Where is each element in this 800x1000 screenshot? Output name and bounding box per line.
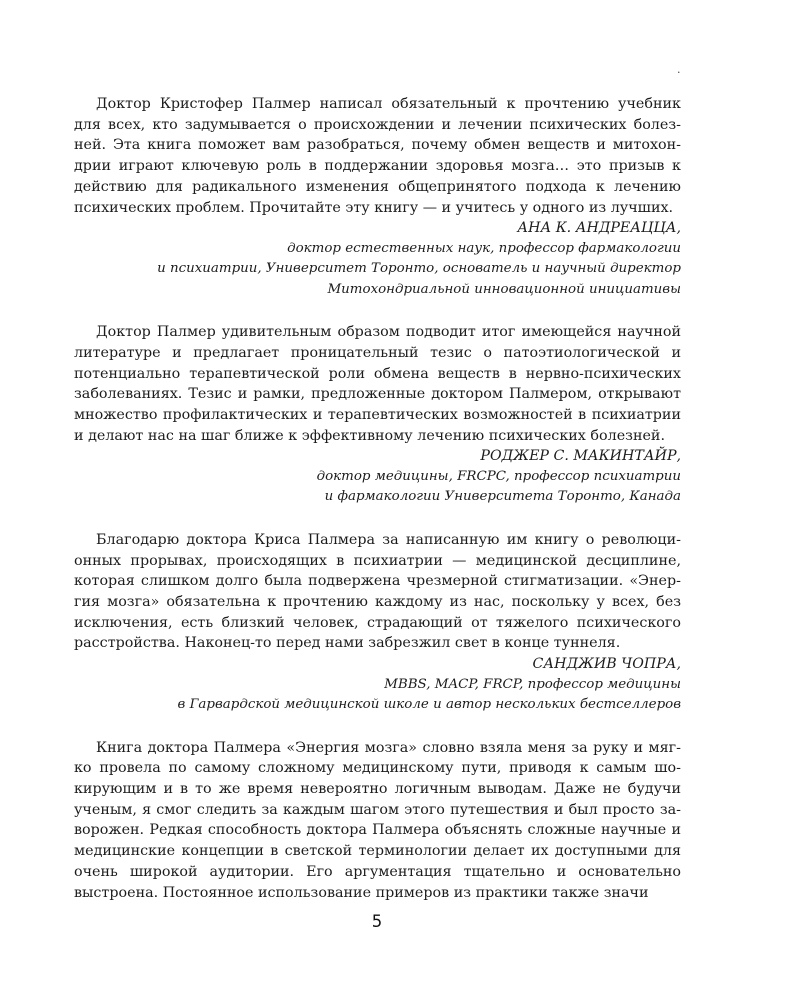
testimonial-quote: Книга доктора Палмера «Энергия мозга» словно взяла меня за руку и мягко провела по самому сложному медицинскому пути, приводя к самым шокирующим и в то же время невероятно логичным выводам. Даже не будучи ученым, я смог следить за каждым шагом этого путешествия и был просто заворожен. Редкая способность доктора Палмера объяснять сложные научные и медицинские концепции в светской терминологии делает их доступными для очень широкой аудитории. Его аргументация тщательно и основательно выстроена. Постоянное использование примеров из практики также значи: [74, 739, 681, 901]
testimonial-credentials-line: и психиатрии, Университет Торонто, основатель и научный директор: [157, 261, 681, 277]
testimonial-author: АНА К. АНДРЕАЦЦА,: [517, 220, 681, 237]
testimonial-quote: Благодарю доктора Криса Палмера за написанную им книгу о революционных прорывах, происходящих в психиатрии — медицинской десциплине, которая слишком долго была подвержена чрезмерной стигматизации. «Энергия мозга» обязательна к прочтению каждому из нас, поскольку у всех, без исключения, есть близкий человек, страдающий от тяжелого психического расстройства. Наконец-то перед нами забрезжил свет в конце туннеля.: [74, 531, 681, 652]
testimonial-3: [74, 530, 681, 716]
page-number: 5: [371, 912, 383, 931]
testimonial-author: РОДЖЕР С. МАКИНТАЙР,: [480, 448, 681, 465]
testimonial-quote: Доктор Палмер удивительным образом подводит итог имеющейся научной литературе и предлагает проницательный тезис о патоэтиологической и потенциально терапевтической роли обмена веществ в нервно-психических заболеваниях. Тезис и рамки, предложенные доктором Палмером, открывают множество профилактических и терапевтических возможностей в психиатрии и делают нас на шаг ближе к эффективному лечению психических болезней.: [74, 324, 681, 444]
testimonial-credentials-line: и фармакологии Университета Торонто, Канада: [324, 489, 681, 505]
corner-mark: .: [677, 63, 681, 76]
testimonial-credentials-line: в Гарвардской медицинской школе и автор нескольких бестселлеров: [177, 697, 681, 713]
testimonial-2: [74, 322, 681, 508]
testimonial-credentials-line: доктор естественных наук, профессор фармакологии: [287, 240, 681, 256]
testimonial-credentials-line: MBBS, MACP, FRCP, профессор медицины: [384, 676, 681, 692]
testimonial-attribution: [74, 218, 681, 300]
testimonial-quote: Доктор Кристофер Палмер написал обязательный к прочтению учебник для всех, кто задумывается о происхождении и лечении психических болезней. Эта книга поможет вам разобраться, почему обмен веществ и митохондрии играют ключевую роль в поддержании здоровья мозга… это призыв к действию для радикального изменения общепринятого подхода к лечению психических проблем. Прочитайте эту книгу — и учитесь у одного из лучших.: [74, 96, 681, 216]
testimonial-attribution: [74, 446, 681, 508]
testimonials-section: [74, 94, 681, 925]
testimonial-1: [74, 94, 681, 300]
testimonial-credentials-line: доктор медицины, FRCPC, профессор психиатрии: [316, 468, 681, 484]
testimonial-author: САНДЖИВ ЧОПРА,: [532, 656, 681, 673]
testimonial-4: [74, 738, 681, 904]
testimonial-credentials-line: Митохондриальной инновационной инициативы: [327, 281, 681, 297]
testimonial-attribution: [74, 654, 681, 716]
